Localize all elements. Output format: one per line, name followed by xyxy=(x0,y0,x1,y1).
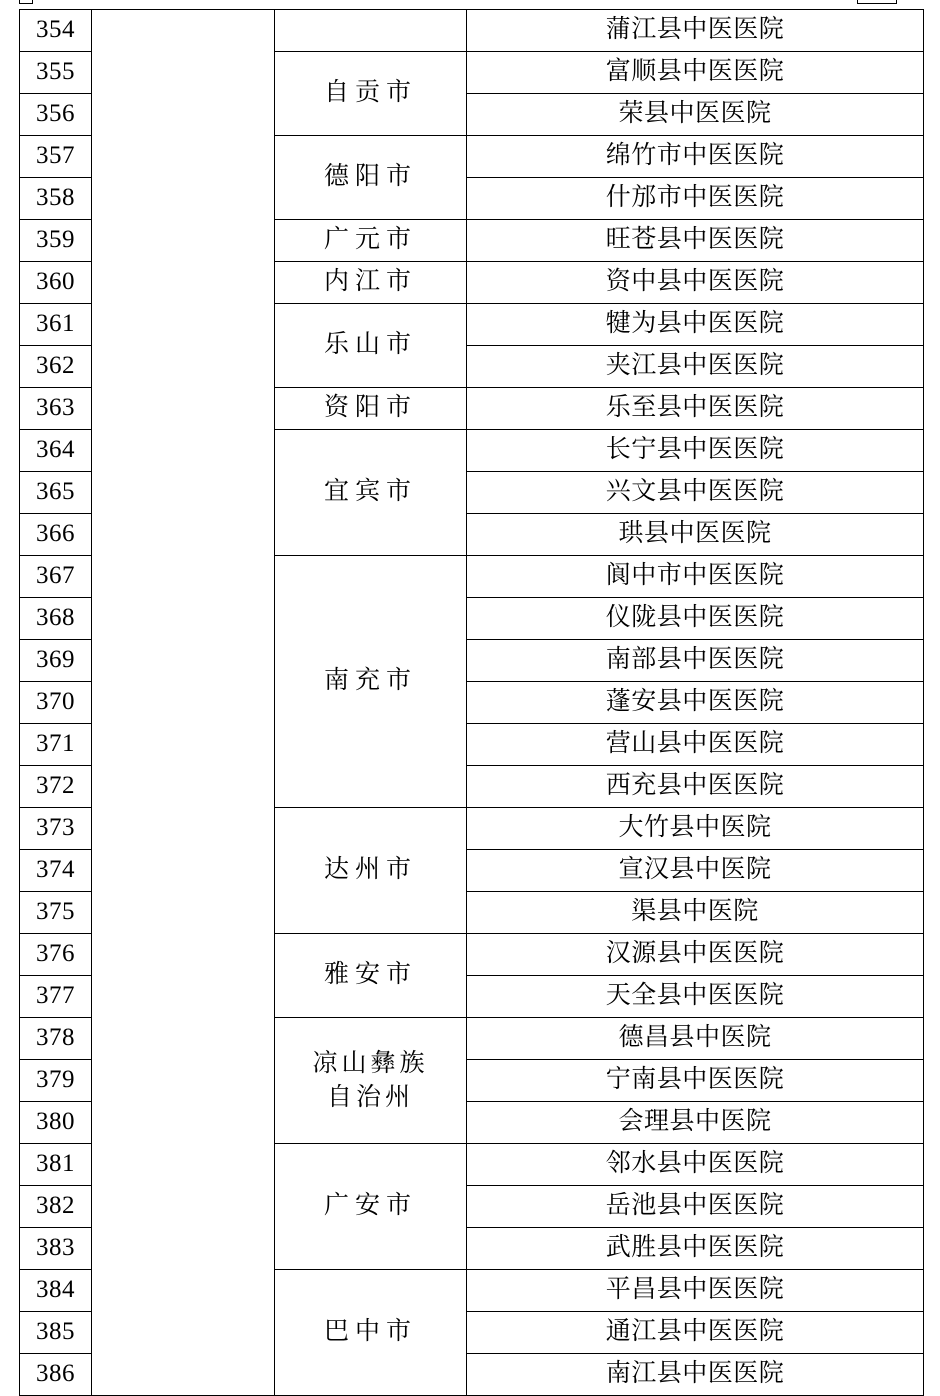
institution-name: 仪陇县中医医院 xyxy=(467,598,924,640)
institution-name: 富顺县中医医院 xyxy=(467,52,924,94)
institution-name: 宣汉县中医院 xyxy=(467,850,924,892)
row-number: 357 xyxy=(20,136,92,178)
institution-name: 汉源县中医医院 xyxy=(467,934,924,976)
row-number: 378 xyxy=(20,1018,92,1060)
city-cell: 内江市 xyxy=(275,262,467,304)
institution-name: 旺苍县中医医院 xyxy=(467,220,924,262)
city-cell xyxy=(275,1018,467,1144)
row-number: 377 xyxy=(20,976,92,1018)
row-number: 368 xyxy=(20,598,92,640)
hospital-list-table xyxy=(19,9,924,1396)
city-cell: 德阳市 xyxy=(275,136,467,220)
institution-name: 南江县中医医院 xyxy=(467,1354,924,1396)
institution-name: 营山县中医医院 xyxy=(467,724,924,766)
row-number: 382 xyxy=(20,1186,92,1228)
institution-name: 邻水县中医医院 xyxy=(467,1144,924,1186)
institution-name: 珙县中医医院 xyxy=(467,514,924,556)
row-number: 381 xyxy=(20,1144,92,1186)
institution-name: 平昌县中医医院 xyxy=(467,1270,924,1312)
institution-name: 南部县中医医院 xyxy=(467,640,924,682)
row-number: 374 xyxy=(20,850,92,892)
city-cell: 乐山市 xyxy=(275,304,467,388)
row-number: 376 xyxy=(20,934,92,976)
row-number: 354 xyxy=(20,10,92,52)
row-number: 366 xyxy=(20,514,92,556)
page-top-artifact-right xyxy=(857,0,897,4)
row-number: 355 xyxy=(20,52,92,94)
institution-name: 岳池县中医医院 xyxy=(467,1186,924,1228)
row-number: 365 xyxy=(20,472,92,514)
row-blank-cell xyxy=(92,10,275,1396)
institution-name: 资中县中医医院 xyxy=(467,262,924,304)
row-number: 370 xyxy=(20,682,92,724)
row-number: 356 xyxy=(20,94,92,136)
institution-name: 蓬安县中医医院 xyxy=(467,682,924,724)
city-cell: 达州市 xyxy=(275,808,467,934)
row-number: 380 xyxy=(20,1102,92,1144)
institution-name: 通江县中医医院 xyxy=(467,1312,924,1354)
row-number: 362 xyxy=(20,346,92,388)
city-cell: 广元市 xyxy=(275,220,467,262)
row-number: 371 xyxy=(20,724,92,766)
city-cell: 雅安市 xyxy=(275,934,467,1018)
city-cell: 宜宾市 xyxy=(275,430,467,556)
city-cell: 巴中市 xyxy=(275,1270,467,1396)
institution-name: 渠县中医院 xyxy=(467,892,924,934)
city-cell: 自贡市 xyxy=(275,52,467,136)
institution-name: 犍为县中医医院 xyxy=(467,304,924,346)
city-cell: 南充市 xyxy=(275,556,467,808)
row-number: 379 xyxy=(20,1060,92,1102)
institution-name: 大竹县中医院 xyxy=(467,808,924,850)
row-number: 369 xyxy=(20,640,92,682)
institution-name: 荣县中医医院 xyxy=(467,94,924,136)
city-label-line2: 自治州 xyxy=(326,1083,414,1111)
row-number: 384 xyxy=(20,1270,92,1312)
institution-name: 天全县中医医院 xyxy=(467,976,924,1018)
page-top-artifact-left xyxy=(19,0,33,4)
city-label-line1: 凉山彝族 xyxy=(312,1049,429,1077)
row-number: 360 xyxy=(20,262,92,304)
table-row xyxy=(20,10,924,52)
row-number: 375 xyxy=(20,892,92,934)
row-number: 383 xyxy=(20,1228,92,1270)
institution-name: 什邡市中医医院 xyxy=(467,178,924,220)
institution-name: 乐至县中医医院 xyxy=(467,388,924,430)
institution-name: 夹江县中医医院 xyxy=(467,346,924,388)
city-cell: 广安市 xyxy=(275,1144,467,1270)
row-number: 373 xyxy=(20,808,92,850)
institution-name: 蒲江县中医医院 xyxy=(467,10,924,52)
row-number: 358 xyxy=(20,178,92,220)
institution-name: 长宁县中医医院 xyxy=(467,430,924,472)
row-number: 363 xyxy=(20,388,92,430)
row-number: 386 xyxy=(20,1354,92,1396)
institution-name: 阆中市中医医院 xyxy=(467,556,924,598)
institution-name: 会理县中医院 xyxy=(467,1102,924,1144)
institution-name: 西充县中医医院 xyxy=(467,766,924,808)
institution-name: 兴文县中医医院 xyxy=(467,472,924,514)
city-cell: 资阳市 xyxy=(275,388,467,430)
institution-name: 武胜县中医医院 xyxy=(467,1228,924,1270)
row-number: 367 xyxy=(20,556,92,598)
institution-name: 绵竹市中医医院 xyxy=(467,136,924,178)
row-number: 361 xyxy=(20,304,92,346)
row-number: 385 xyxy=(20,1312,92,1354)
institution-name: 德昌县中医院 xyxy=(467,1018,924,1060)
city-cell xyxy=(275,10,467,52)
row-number: 364 xyxy=(20,430,92,472)
table-body xyxy=(20,10,924,1396)
institution-name: 宁南县中医医院 xyxy=(467,1060,924,1102)
row-number: 372 xyxy=(20,766,92,808)
row-number: 359 xyxy=(20,220,92,262)
